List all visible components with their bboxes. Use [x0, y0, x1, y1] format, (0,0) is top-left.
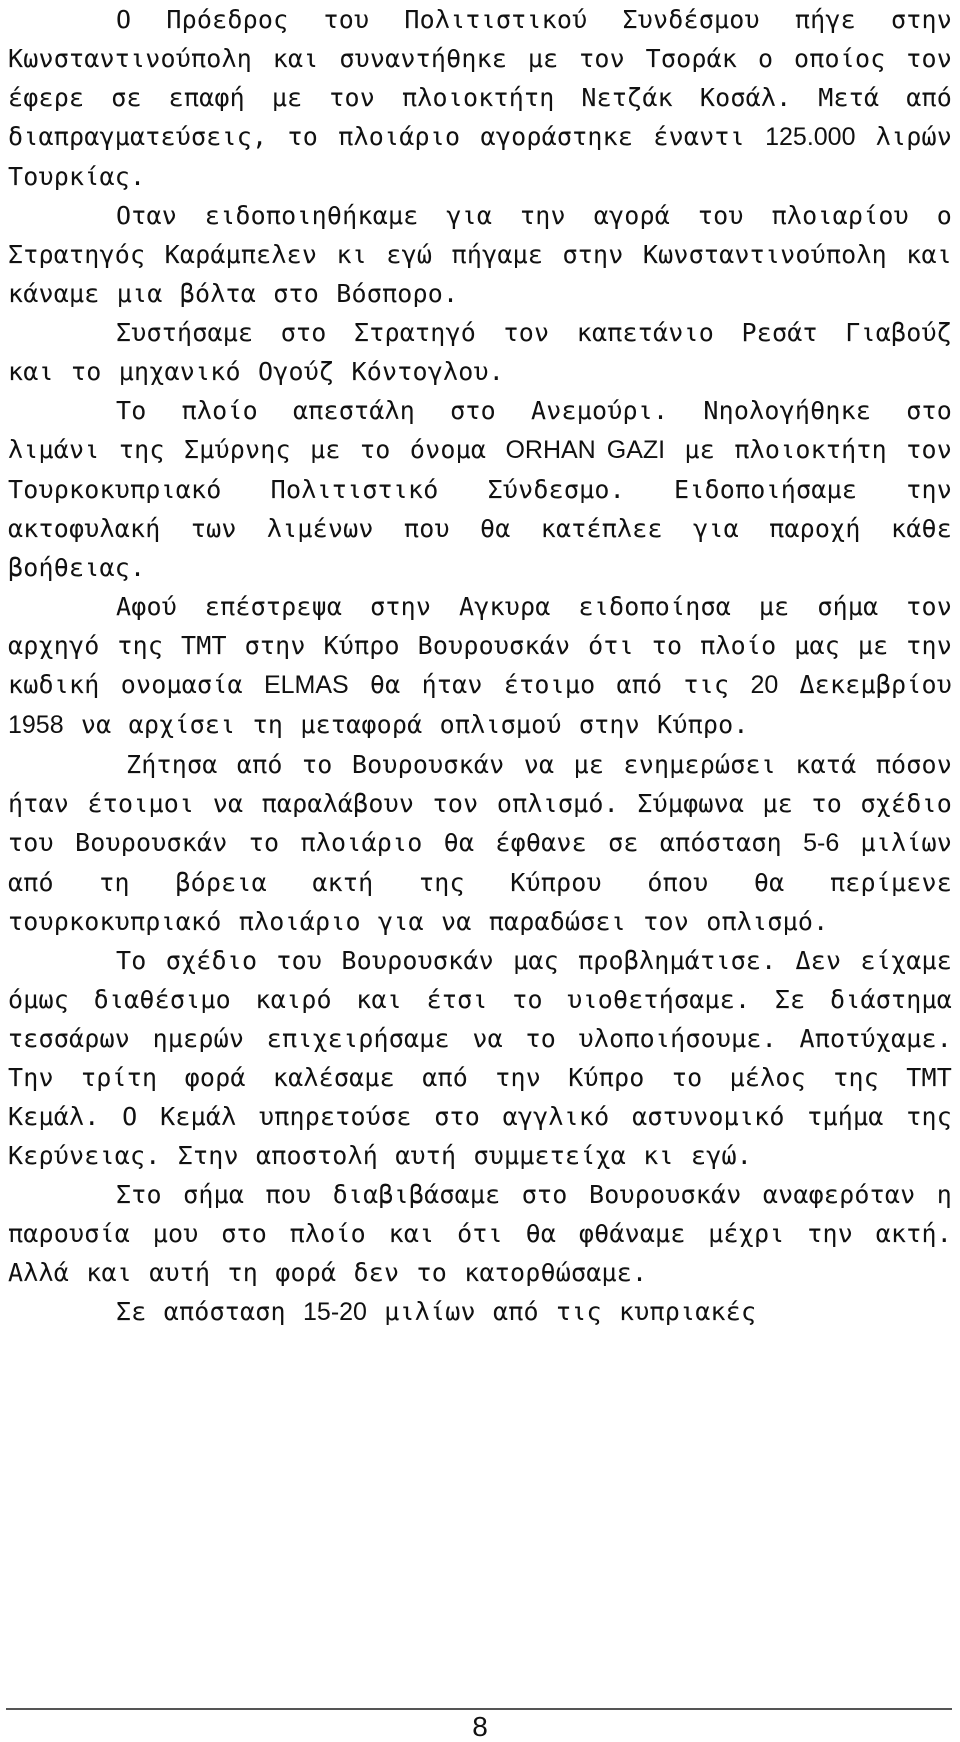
paragraph-1	[8, 0, 952, 196]
page-number: 8	[472, 1711, 488, 1742]
paragraph-4-text-a: Το πλοίο απεστάλη στο Ανεμούρι. Νηολογήθηκε στο λιμάνι της Σμύρνης με το όνομα	[8, 396, 952, 464]
paragraph-9-text-a: Σε απόσταση	[116, 1297, 304, 1326]
paragraph-5-text-a: Αφού επέστρεψα στην Αγκυρα ειδοποίησα με σήμα τον αρχηγό της ΤΜΤ στην Κύπρο Βουρουσκάν ότι το πλοίο μας με την κωδική ονομασία	[8, 592, 952, 699]
paragraph-3: Συστήσαμε στο Στρατηγό τον καπετάνιο Ρεσάτ Γιαβούζ και το μηχανικό Ογούζ Κόντογλου.	[8, 318, 952, 386]
paragraph-9	[8, 1292, 952, 1332]
paragraph-9-distance: 15-20	[303, 1298, 367, 1326]
paragraph-1-amount: 125.000	[765, 123, 856, 151]
paragraph-5-day: 20	[750, 671, 779, 699]
paragraph-1-text-a: Ο Πρόεδρος του Πολιτιστικού Συνδέσμου πήγε στην Κωνσταντινούπολη και συναντήθηκε με τον Τσοράκ ο οποίος τον έφερε σε επαφή με τον πλοιοκτήτη Νετζάκ Κοσάλ. Μετά από διαπραγματεύσεις, το πλοιάριο αγοράστηκε έναντι	[8, 5, 952, 151]
paragraph-5-code-name: ELMAS	[263, 671, 349, 699]
paragraph-1-text-b: λιρών Τουρκίας.	[8, 122, 952, 191]
footer-rule	[6, 1708, 952, 1710]
paragraph-7: Το σχέδιο του Βουρουσκάν μας προβλημάτισε. Δεν είχαμε όμως διαθέσιμο καιρό και έτσι το υιοθετήσαμε. Σε διάστημα τεσσάρων ημερών επιχειρήσαμε να το υλοποιήσουμε. Αποτύχαμε. Την τρίτη φορά καλέσαμε από την Κύπρο το μέλος της ΤΜΤ Κεμάλ. Ο Κεμάλ υπηρετούσε στο αγγλικό αστυνομικό τμήμα της Κερύνειας. Στην αποστολή αυτή συμμετείχα κι εγώ.	[8, 946, 952, 1170]
paragraph-4	[8, 391, 952, 587]
paragraph-4-ship-name: ORHAN GAZI	[505, 436, 666, 464]
paragraph-9-text-b: μιλίων από τις κυπριακές	[366, 1297, 757, 1326]
paragraph-8: Στο σήμα που διαβιβάσαμε στο Βουρουσκάν αναφερόταν η παρουσία μου στο πλοίο και ότι θα φθάναμε μέχρι την ακτή. Αλλά και αυτή τη φορά δεν το κατορθώσαμε.	[8, 1180, 952, 1287]
paragraph-6	[8, 745, 952, 941]
paragraph-5	[8, 587, 952, 745]
paragraph-6-text-b: μιλίων από τη βόρεια ακτή της Κύπρου όπου θα περίμενε τουρκοκυπριακό πλοιάριο για να παραδώσει τον οπλισμό.	[8, 828, 953, 936]
document-page	[8, 0, 952, 1332]
paragraph-5-text-c: Δεκεμβρίου	[778, 670, 953, 699]
paragraph-6-distance: 5-6	[803, 829, 840, 857]
paragraph-5-year: 1958	[8, 711, 64, 739]
paragraph-5-text-b: θα ήταν έτοιμο από τις	[348, 670, 751, 699]
paragraph-2: Οταν ειδοποιηθήκαμε για την αγορά του πλοιαρίου ο Στρατηγός Καράμπελεν κι εγώ πήγαμε στην Κωνσταντινούπολη και κάναμε μια βόλτα στο Βόσπορο.	[8, 201, 952, 308]
paragraph-4-text-b: με πλοιοκτήτη τον Τουρκοκυπριακό Πολιτιστικό Σύνδεσμο. Ειδοποιήσαμε την ακτοφυλακή των λιμένων που θα κατέπλεε για παροχή κάθε βοήθειας.	[8, 435, 952, 582]
paragraph-6-text-a: Ζήτησα από το Βουρουσκάν να με ενημερώσει κατά πόσον ήταν έτοιμοι να παραλάβουν τον οπλισμό. Σύμφωνα με το σχέδιο του Βουρουσκάν το πλοιάριο θα έφθανε σε απόσταση	[8, 750, 952, 857]
paragraph-5-text-d: να αρχίσει τη μεταφορά οπλισμού στην Κύπρο.	[63, 710, 749, 739]
